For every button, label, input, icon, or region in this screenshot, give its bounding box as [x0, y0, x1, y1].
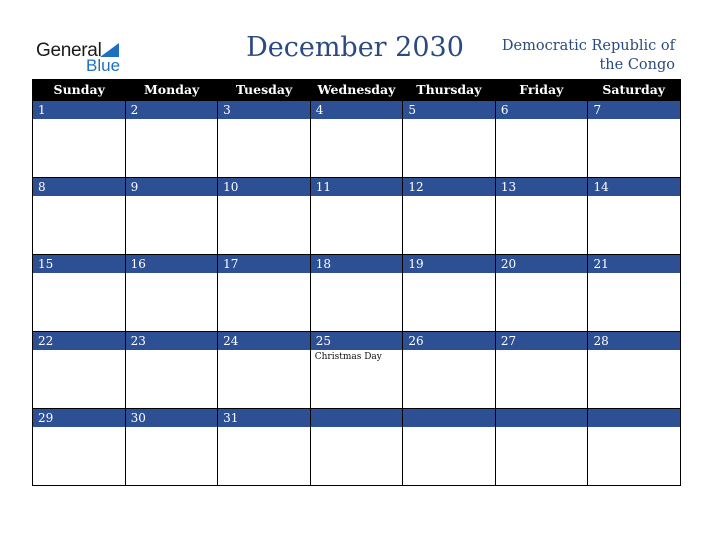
day-cell[interactable]	[403, 101, 496, 178]
day-cell[interactable]	[218, 332, 311, 409]
weekday-monday: Monday	[143, 82, 200, 97]
holiday-label: Christmas Day	[314, 352, 382, 362]
day-number: 24	[218, 332, 310, 350]
day-cell[interactable]	[588, 178, 680, 255]
week-row	[32, 255, 681, 332]
day-cell[interactable]	[33, 409, 126, 486]
day-number	[311, 409, 403, 427]
day-cell[interactable]	[311, 255, 404, 332]
day-cell[interactable]	[496, 178, 589, 255]
weekday-header-row	[32, 79, 681, 101]
country-line-1: Democratic Republic of	[501, 38, 675, 54]
weekday-saturday: Saturday	[602, 82, 666, 97]
day-number: 18	[311, 255, 403, 273]
day-number: 27	[496, 332, 588, 350]
generalblue-logo	[36, 40, 136, 76]
week-row	[32, 178, 681, 255]
day-cell[interactable]	[218, 409, 311, 486]
day-cell[interactable]	[218, 101, 311, 178]
day-number: 16	[126, 255, 218, 273]
day-number: 14	[588, 178, 680, 196]
day-cell[interactable]	[126, 409, 219, 486]
day-cell[interactable]	[403, 409, 496, 486]
day-number: 28	[588, 332, 680, 350]
week-row	[32, 332, 681, 409]
day-cell[interactable]	[403, 332, 496, 409]
day-cell[interactable]	[33, 178, 126, 255]
logo-text-blue: Blue	[86, 56, 121, 75]
logo-text-general: General	[36, 40, 102, 61]
day-number: 9	[126, 178, 218, 196]
day-number: 19	[403, 255, 495, 273]
day-cell[interactable]	[126, 178, 219, 255]
weekday-thursday: Thursday	[416, 82, 482, 97]
day-cell[interactable]	[496, 101, 589, 178]
weekday-tuesday: Tuesday	[235, 82, 293, 97]
day-cell[interactable]	[126, 332, 219, 409]
country-name	[475, 37, 675, 75]
day-number: 3	[218, 101, 310, 119]
day-cell[interactable]	[588, 101, 680, 178]
day-cell[interactable]	[496, 409, 589, 486]
weekday-wednesday: Wednesday	[317, 82, 396, 97]
day-number: 6	[496, 101, 588, 119]
day-number: 25	[311, 332, 403, 350]
day-cell[interactable]	[496, 332, 589, 409]
day-number: 30	[126, 409, 218, 427]
day-number: 5	[403, 101, 495, 119]
day-number: 4	[311, 101, 403, 119]
day-cell[interactable]	[311, 409, 404, 486]
day-number: 21	[588, 255, 680, 273]
day-number: 29	[33, 409, 125, 427]
day-number: 15	[33, 255, 125, 273]
day-number: 23	[126, 332, 218, 350]
day-cell[interactable]	[403, 178, 496, 255]
day-cell[interactable]	[126, 255, 219, 332]
day-cell[interactable]	[33, 101, 126, 178]
day-number: 8	[33, 178, 125, 196]
day-cell[interactable]	[311, 178, 404, 255]
day-number: 13	[496, 178, 588, 196]
day-number: 11	[311, 178, 403, 196]
week-row	[32, 409, 681, 486]
country-line-2: the Congo	[599, 57, 675, 73]
day-cell[interactable]	[311, 101, 404, 178]
day-number	[403, 409, 495, 427]
weekday-friday: Friday	[519, 82, 564, 97]
week-row	[32, 101, 681, 178]
day-number: 1	[33, 101, 125, 119]
day-cell[interactable]	[588, 255, 680, 332]
day-cell[interactable]	[311, 332, 404, 409]
day-cell[interactable]	[588, 409, 680, 486]
weekday-sunday: Sunday	[53, 82, 105, 97]
day-number: 12	[403, 178, 495, 196]
day-cell[interactable]	[588, 332, 680, 409]
day-cell[interactable]	[496, 255, 589, 332]
day-cell[interactable]	[33, 332, 126, 409]
day-number: 17	[218, 255, 310, 273]
day-number: 2	[126, 101, 218, 119]
day-cell[interactable]	[126, 101, 219, 178]
day-number: 20	[496, 255, 588, 273]
day-cell[interactable]	[218, 178, 311, 255]
day-number: 7	[588, 101, 680, 119]
day-number: 31	[218, 409, 310, 427]
day-number: 10	[218, 178, 310, 196]
day-number	[588, 409, 680, 427]
page-title: December 2030	[246, 32, 464, 63]
day-number: 26	[403, 332, 495, 350]
logo-triangle-icon	[100, 43, 119, 57]
calendar-grid	[32, 79, 681, 486]
day-cell[interactable]	[33, 255, 126, 332]
day-cell[interactable]	[218, 255, 311, 332]
day-number: 22	[33, 332, 125, 350]
day-number	[496, 409, 588, 427]
day-cell[interactable]	[403, 255, 496, 332]
